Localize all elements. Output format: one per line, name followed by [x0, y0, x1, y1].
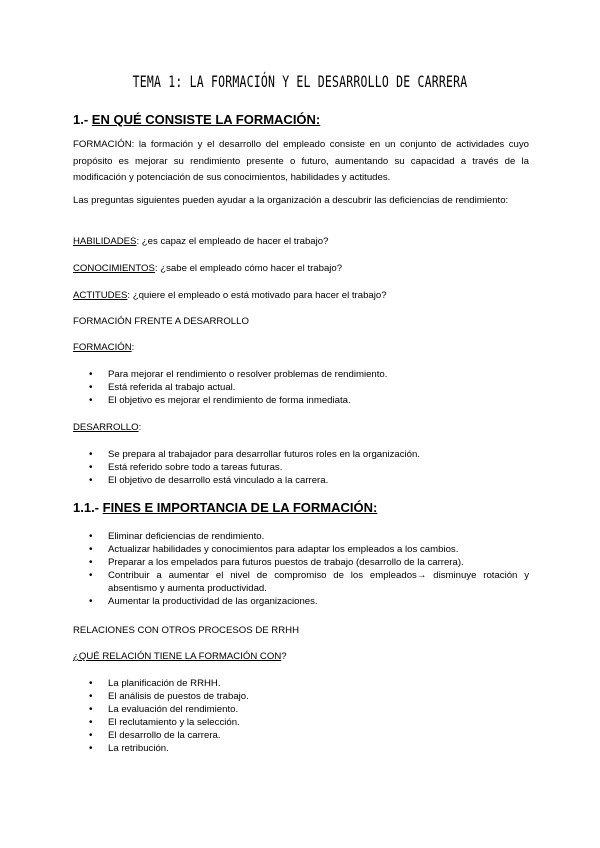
list-item: • El análisis de puestos de trabajo. — [73, 690, 529, 703]
list-item: • Está referido sobre todo a tareas futuras. — [73, 461, 529, 474]
list-item: • El reclutamiento y la selección. — [73, 716, 529, 729]
section-1-1-heading — [73, 500, 377, 515]
list-item: • La planificación de RRHH. — [73, 677, 529, 690]
desarrollo-label: DESARROLLO — [73, 422, 139, 433]
list-item: • Aumentar la productividad de las organizaciones. — [73, 595, 529, 608]
habilidades-text: : ¿es capaz el empleado de hacer el trabajo? — [136, 236, 329, 247]
relations-list — [73, 677, 529, 755]
actitudes-label: ACTITUDES — [73, 290, 128, 301]
list-item: • El objetivo es mejorar el rendimiento de forma inmediata. — [73, 394, 529, 407]
section-1-number: 1.- — [73, 112, 92, 127]
relations-heading: RELACIONES CON OTROS PROCESOS DE RRHH — [73, 625, 300, 636]
document-title: TEMA 1: LA FORMACIÓN Y EL DESARROLLO DE CARRERA — [132, 72, 468, 91]
formacion-definition: FORMACIÓN: la formación y el desarrollo del empleado consiste en un conjunto de actividades cuyo propósito es mejorar su rendimiento presente o futuro, aumentando su capacidad a través de la modificación y potenciación de sus conocimientos, habilidades y actitudes. — [73, 139, 529, 183]
habilidades-line — [73, 235, 328, 249]
list-item: • Está referida al trabajo actual. — [73, 381, 529, 394]
list-item: • Actualizar habilidades y conocimientos para adaptar los empleados a los cambios. — [73, 543, 529, 556]
list-item: • Para mejorar el rendimiento o resolver problemas de rendimiento. — [73, 368, 529, 381]
list-item: • El objetivo de desarrollo está vinculado a la carrera. — [73, 474, 529, 487]
relations-question: ¿QUÉ RELACIÓN TIENE LA FORMACIÓN CON? — [73, 651, 287, 662]
conocimientos-line — [73, 262, 342, 276]
formacion-vs-desarrollo-heading: FORMACIÓN FRENTE A DESARROLLO — [73, 316, 249, 327]
desarrollo-subheading: DESARROLLO: — [73, 422, 142, 433]
list-item: • Se prepara al trabajador para desarrollar futuros roles en la organización. — [73, 448, 529, 461]
list-item: • Contribuir a aumentar el nivel de compromiso de los empleados→ disminuye rotación y absentismo y aumenta productividad. — [73, 569, 529, 595]
habilidades-label: HABILIDADES — [73, 236, 137, 247]
section-1-1-title: FINES E IMPORTANCIA DE LA FORMACIÓN: — [102, 500, 378, 515]
desarrollo-list — [73, 448, 529, 487]
fines-list — [73, 530, 529, 608]
actitudes-line — [73, 289, 387, 303]
conocimientos-label: CONOCIMIENTOS — [73, 263, 155, 274]
list-item: • La evaluación del rendimiento. — [73, 703, 529, 716]
actitudes-text: : ¿quiere el empleado o está motivado para hacer el trabajo? — [127, 290, 387, 301]
formacion-label: FORMACIÓN — [73, 342, 132, 353]
section-1-heading — [73, 112, 320, 127]
list-item: • La retribución. — [73, 742, 529, 755]
conocimientos-text: : ¿sabe el empleado cómo hacer el trabajo? — [154, 263, 343, 274]
formacion-list — [73, 368, 529, 407]
list-item: • Preparar a los empelados para futuros puestos de trabajo (desarrollo de la carrera). — [73, 556, 529, 569]
list-item: • Eliminar deficiencias de rendimiento. — [73, 530, 529, 543]
section-1-1-number: 1.1.- — [73, 500, 103, 515]
list-item: • El desarrollo de la carrera. — [73, 729, 529, 742]
section-1-title: EN QUÉ CONSISTE LA FORMACIÓN: — [91, 112, 321, 127]
formacion-subheading: FORMACIÓN: — [73, 342, 135, 353]
relations-question-text: ¿QUÉ RELACIÓN TIENE LA FORMACIÓN CON — [73, 651, 282, 662]
questions-intro: Las preguntas siguientes pueden ayudar a la organización a descubrir las deficiencias de rendimiento: — [73, 195, 509, 206]
